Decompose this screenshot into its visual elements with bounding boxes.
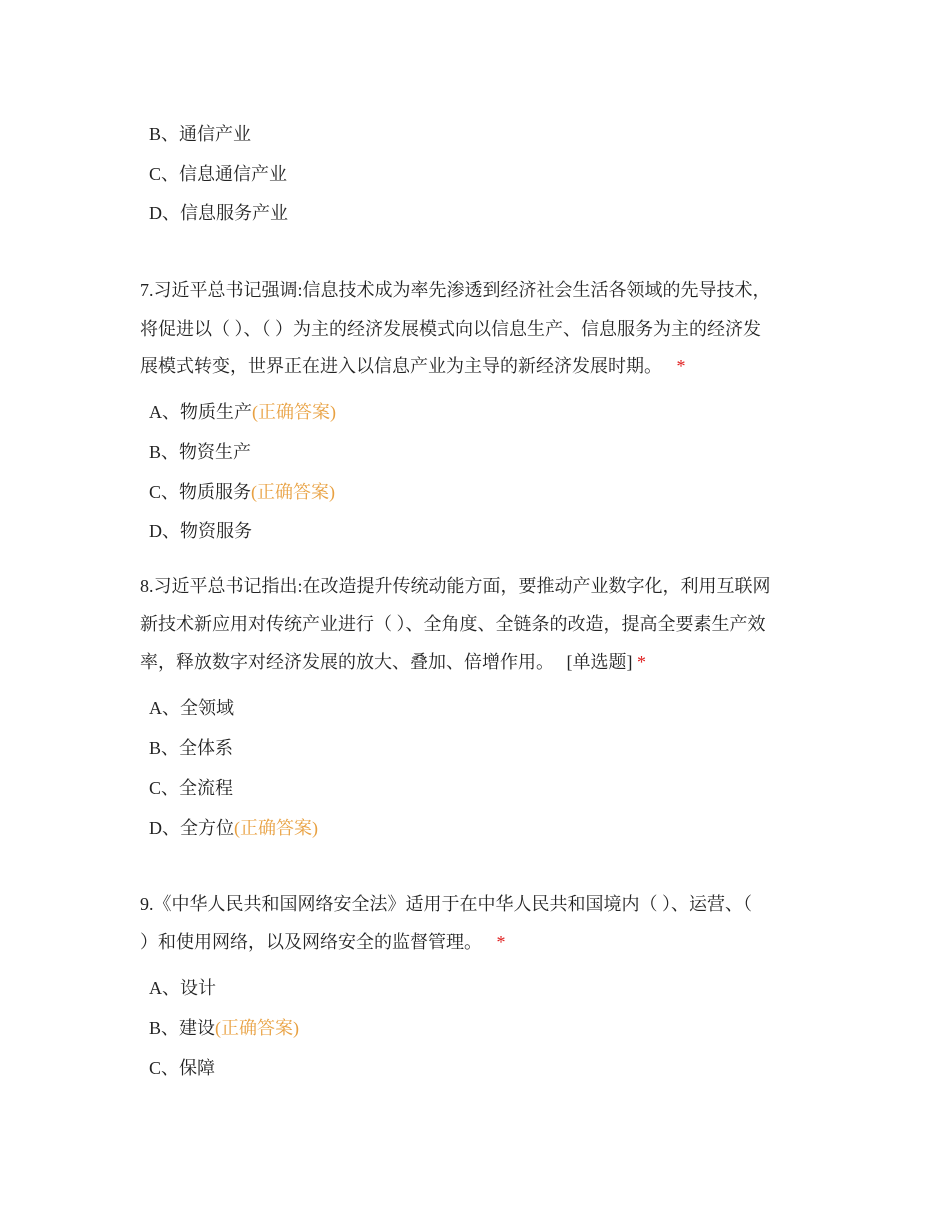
option-a[interactable] xyxy=(149,400,336,424)
question-8-line-3 xyxy=(140,650,646,674)
option-text: D、物资服务 xyxy=(149,521,252,541)
required-mark: * xyxy=(637,652,646,672)
option-d[interactable] xyxy=(149,519,252,543)
correct-answer-label: (正确答案) xyxy=(251,482,336,502)
question-7-line-3 xyxy=(140,354,686,378)
option-text: A、设计 xyxy=(149,978,216,998)
option-b[interactable] xyxy=(149,440,251,464)
question-9-line-2 xyxy=(140,930,506,954)
option-a[interactable] xyxy=(149,976,216,1000)
option-text: A、全领域 xyxy=(149,698,234,718)
question-text: 展模式转变，世界正在进入以信息产业为主导的新经济发展时期。 xyxy=(140,356,662,376)
correct-answer-label: (正确答案) xyxy=(234,818,318,838)
option-text: C、全流程 xyxy=(149,778,234,798)
option-text: D、全方位 xyxy=(149,818,234,838)
option-text: A、物质生产 xyxy=(149,402,252,422)
question-text: 8.习近平总书记指出:在改造提升传统动能方面，要推动产业数字化，利用互联网 xyxy=(140,576,771,596)
required-mark: * xyxy=(676,356,686,376)
question-text: 7.习近平总书记强调:信息技术成为率先渗透到经济社会生活各领域的先导技术， xyxy=(140,280,771,300)
option-text: C、信息通信产业 xyxy=(149,164,288,184)
option-text: B、建设 xyxy=(149,1018,216,1038)
option-b xyxy=(149,122,251,146)
option-text: B、通信产业 xyxy=(149,124,252,144)
question-text: ）和使用网络，以及网络安全的监督管理。 xyxy=(140,932,482,952)
option-d xyxy=(149,201,288,225)
question-7-line-2 xyxy=(140,317,761,341)
option-c xyxy=(149,162,287,186)
option-text: C、保障 xyxy=(149,1058,216,1078)
question-7-line-1 xyxy=(140,278,771,302)
option-d[interactable] xyxy=(149,816,318,840)
question-type-tag: [单选题] xyxy=(566,652,633,672)
option-b[interactable] xyxy=(149,1016,299,1040)
option-c[interactable] xyxy=(149,1056,215,1080)
option-text: D、信息服务产业 xyxy=(149,203,288,223)
question-text: 率，释放数字对经济发展的放大、叠加、倍增作用。 xyxy=(140,652,554,672)
option-text: B、全体系 xyxy=(149,738,234,758)
option-b[interactable] xyxy=(149,736,233,760)
question-9-line-1 xyxy=(140,892,752,916)
option-a[interactable] xyxy=(149,696,234,720)
question-text: 9.《中华人民共和国网络安全法》适用于在中华人民共和国境内（ ）、运营、（ xyxy=(140,894,752,914)
option-text: C、物质服务 xyxy=(149,482,252,502)
option-c[interactable] xyxy=(149,480,335,504)
correct-answer-label: (正确答案) xyxy=(252,402,336,422)
question-8-line-1 xyxy=(140,574,771,598)
required-mark: * xyxy=(496,932,506,952)
option-c[interactable] xyxy=(149,776,233,800)
question-text: 将促进以（ ）、（ ）为主的经济发展模式向以信息生产、信息服务为主的经济发 xyxy=(140,319,761,339)
question-8-line-2 xyxy=(140,612,766,636)
option-text: B、物资生产 xyxy=(149,442,252,462)
correct-answer-label: (正确答案) xyxy=(215,1018,300,1038)
question-text: 新技术新应用对传统产业进行（ ）、全角度、全链条的改造，提高全要素生产效 xyxy=(140,614,766,634)
